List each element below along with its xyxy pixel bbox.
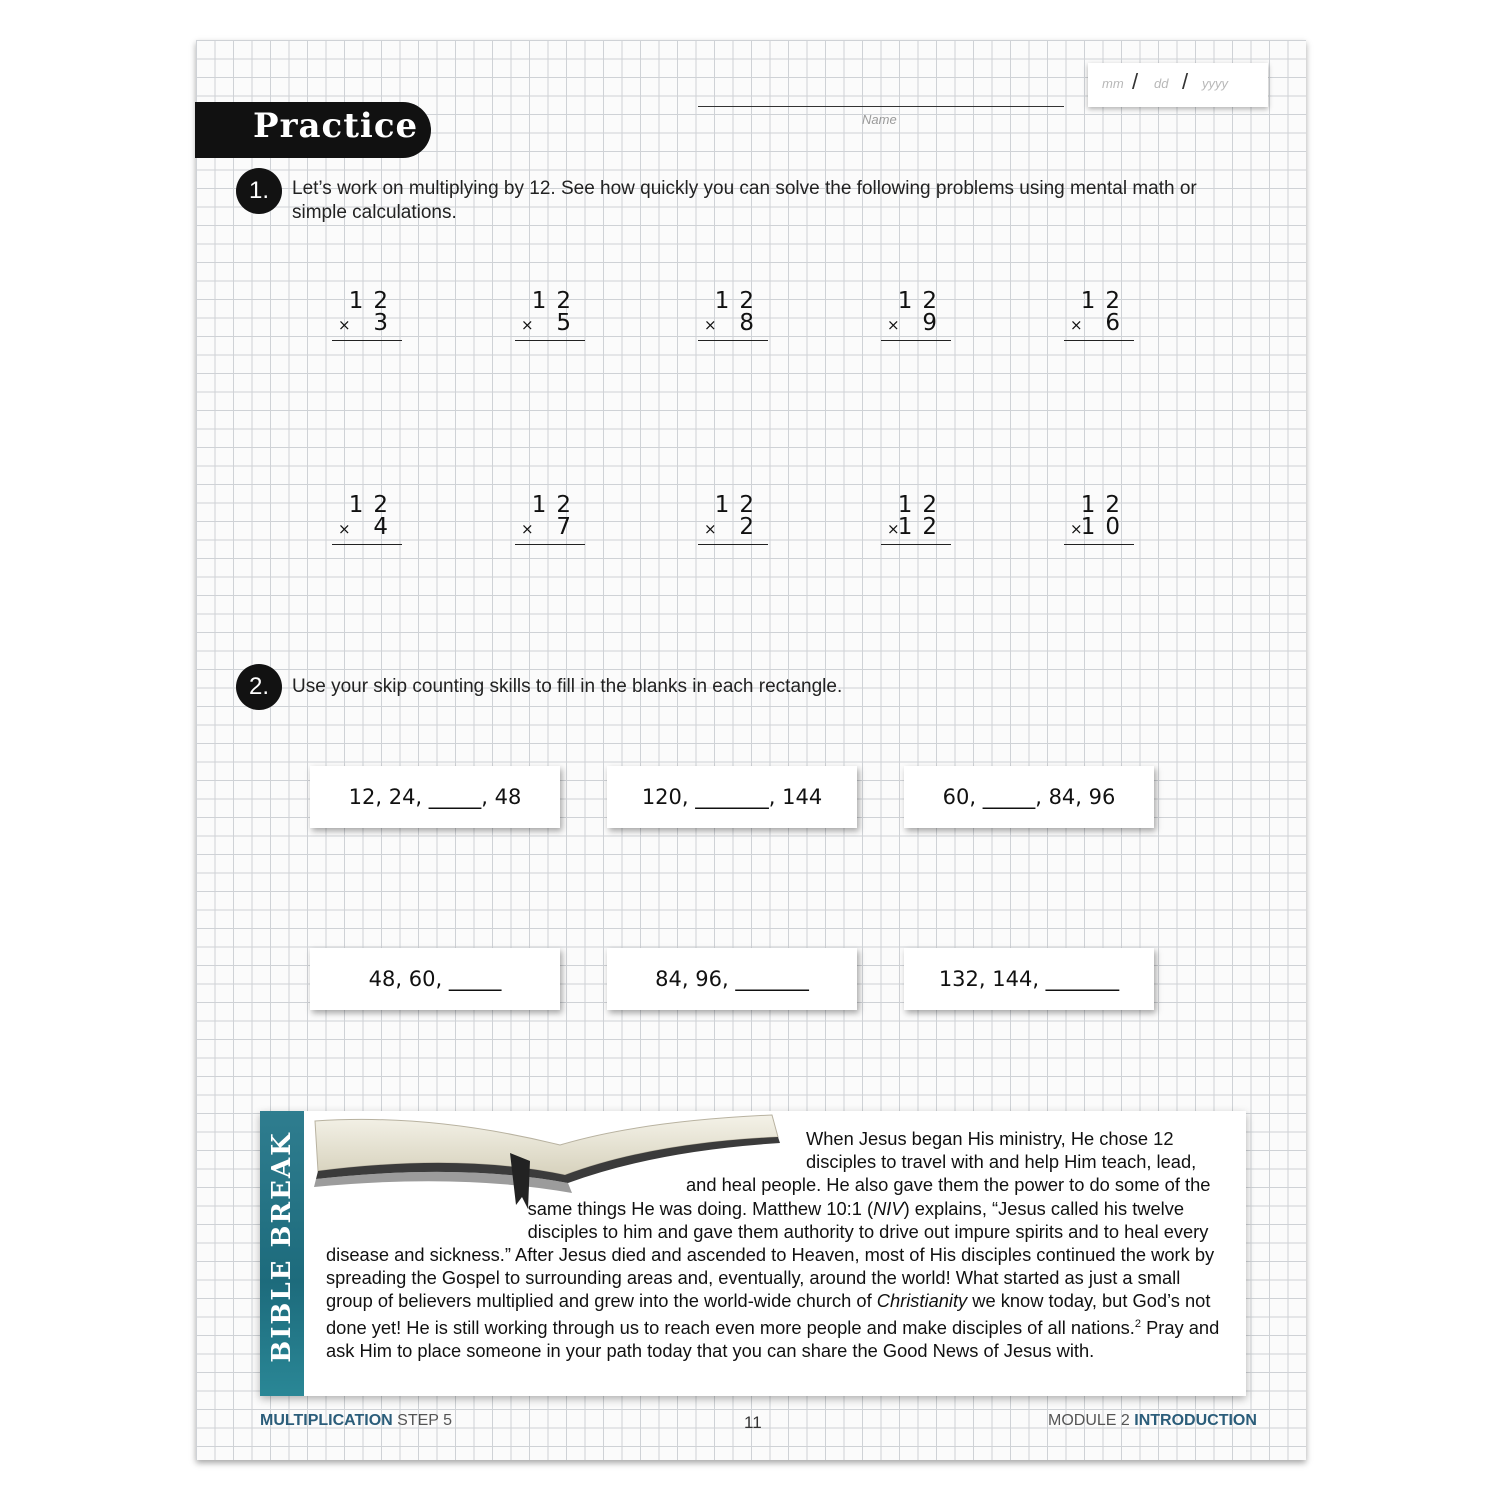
answer-rule [1064, 544, 1134, 545]
times-sign: × [521, 316, 534, 334]
problem-multiplicand: 12 [897, 492, 947, 518]
problem-multiplicand: 12 [897, 288, 947, 314]
answer-rule [515, 340, 585, 341]
answer-rule [332, 544, 402, 545]
date-box[interactable] [1088, 63, 1268, 107]
skip-count-box[interactable]: 48, 60, _____ [310, 948, 560, 1010]
bible-text-a: When Jesus began His ministry, He chose 12 disciples to travel with and help Him teach, lead, and heal people. He also gave them the power to do some of the same things He was doing. Matthew 10:1 ( [527, 1128, 1211, 1219]
footer-section: INTRODUCTION [1134, 1412, 1257, 1429]
footer-left [260, 1412, 452, 1430]
bible-text-c: we know today, but God’s not done yet! He is still working through us to reach even more people and make disciples of all nations. [326, 1290, 1211, 1338]
answer-rule [881, 340, 951, 341]
footer-step: STEP 5 [392, 1412, 453, 1429]
times-sign: × [1070, 316, 1083, 334]
question-2-text: Use your skip counting skills to fill in the blanks in each rectangle. [292, 676, 843, 697]
problem-multiplicand: 12 [1080, 492, 1130, 518]
problem-multiplicand: 12 [714, 288, 764, 314]
problem-multiplicand: 12 [531, 492, 581, 518]
times-sign: × [704, 316, 717, 334]
problem-multiplier: 4 [373, 514, 398, 540]
answer-rule [698, 544, 768, 545]
practice-title: Practice [253, 106, 419, 146]
footer-module: MODULE 2 [1048, 1412, 1135, 1429]
multiplication-problem[interactable] [881, 492, 951, 542]
answer-rule [332, 340, 402, 341]
worksheet-page [196, 40, 1306, 1460]
date-sep-2: / [1182, 69, 1189, 94]
bible-break-text [326, 1127, 1226, 1362]
date-dd: dd [1154, 76, 1169, 91]
times-sign: × [887, 316, 900, 334]
skip-count-box[interactable]: 84, 96, _______ [607, 948, 857, 1010]
footer-course: MULTIPLICATION [260, 1412, 393, 1429]
multiplication-problem[interactable] [332, 288, 402, 338]
problem-multiplicand: 12 [1080, 288, 1130, 314]
page-number: 11 [744, 1413, 762, 1432]
question-2-number: 2. [236, 664, 282, 710]
answer-rule [515, 544, 585, 545]
skip-count-box[interactable]: 12, 24, _____, 48 [310, 766, 560, 828]
problem-multiplier: 9 [922, 310, 947, 336]
times-sign: × [338, 520, 351, 538]
problem-multiplier: 6 [1105, 310, 1130, 336]
problem-multiplicand: 12 [714, 492, 764, 518]
problem-multiplicand: 12 [348, 288, 398, 314]
multiplication-problem[interactable] [698, 492, 768, 542]
bible-text-christianity: Christianity [876, 1290, 968, 1312]
date-mm: mm [1102, 76, 1124, 91]
multiplication-problem[interactable] [332, 492, 402, 542]
times-sign: × [521, 520, 534, 538]
answer-rule [698, 340, 768, 341]
times-sign: × [704, 520, 717, 538]
problem-multiplicand: 12 [348, 492, 398, 518]
problem-multiplier: 12 [897, 514, 947, 540]
footer-right [1048, 1412, 1257, 1430]
skip-count-box[interactable]: 132, 144, _______ [904, 948, 1154, 1010]
bible-break-strip [260, 1111, 304, 1396]
problem-multiplier: 2 [739, 514, 764, 540]
question-1-number: 1. [236, 168, 282, 214]
skip-count-box[interactable]: 120, _______, 144 [607, 766, 857, 828]
problem-multiplier: 3 [373, 310, 398, 336]
multiplication-problem[interactable] [698, 288, 768, 338]
multiplication-problem[interactable] [1064, 288, 1134, 338]
question-1-text: Let’s work on multiplying by 12. See how quickly you can solve the following problems using mental math or simple calculations. [292, 178, 1197, 223]
multiplication-problem[interactable] [515, 492, 585, 542]
bible-text-niv: NIV [873, 1197, 904, 1219]
problem-multiplier: 7 [556, 514, 581, 540]
name-label: Name [862, 112, 897, 127]
problem-multiplier: 8 [739, 310, 764, 336]
problem-multiplicand: 12 [531, 288, 581, 314]
bible-text-d: Pray and ask Him to place someone in your path today that you can share the Good News of Jesus with. [326, 1316, 1220, 1361]
date-yyyy: yyyy [1202, 76, 1228, 91]
practice-tab [195, 102, 431, 158]
footnote-marker: 2 [1134, 1317, 1142, 1330]
bible-break-panel [260, 1111, 1246, 1396]
problem-multiplier: 5 [556, 310, 581, 336]
multiplication-problem[interactable] [1064, 492, 1134, 542]
times-sign: × [887, 520, 900, 538]
multiplication-problem[interactable] [515, 288, 585, 338]
date-sep-1: / [1132, 69, 1139, 94]
bible-break-label: BIBLE BREAK [267, 1131, 297, 1363]
bible-text-b: ) explains, “Jesus called his twelve disciples to him and gave them authority to drive out impure spirits and to heal every disease and sickness.” After Jesus died and ascended to Heaven, most of His disciples continued the work by spreading the Gospel to surrounding areas and, eventually, around the world! What started as just a small group of believers multiplied and grew into the world-wide church of [326, 1197, 1215, 1312]
multiplication-problem[interactable] [881, 288, 951, 338]
times-sign: × [338, 316, 351, 334]
answer-rule [881, 544, 951, 545]
skip-count-box[interactable]: 60, _____, 84, 96 [904, 766, 1154, 828]
name-line[interactable] [698, 106, 1064, 107]
times-sign: × [1070, 520, 1083, 538]
problem-multiplier: 10 [1080, 514, 1130, 540]
answer-rule [1064, 340, 1134, 341]
